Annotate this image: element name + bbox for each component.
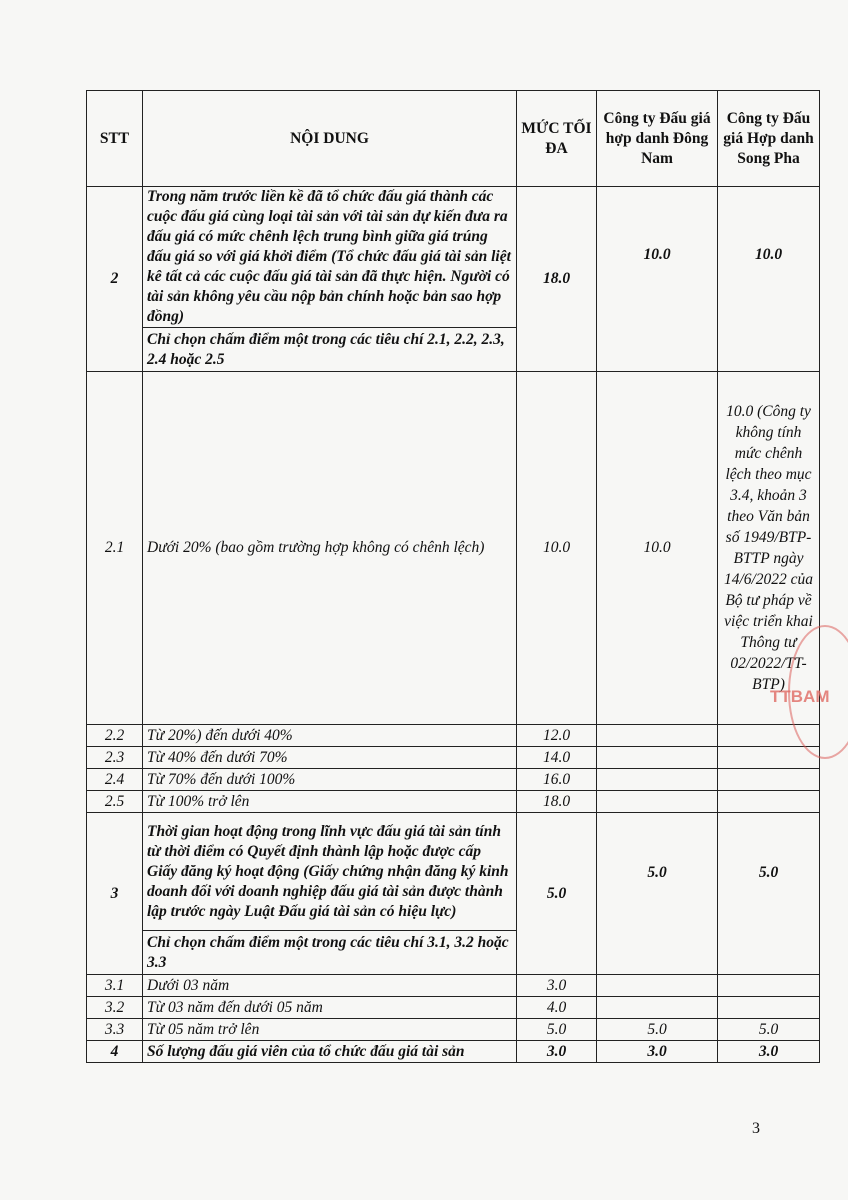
row-2-2-stt: 2.2 (87, 725, 143, 747)
table-row (87, 187, 820, 328)
row-3-1-max: 3.0 (517, 975, 597, 997)
table-header-row (87, 91, 820, 187)
row-4-content: Số lượng đấu giá viên của tổ chức đấu giá tài sản (143, 1041, 517, 1063)
row-3-2-company-2-score (718, 997, 820, 1019)
row-3-3-company-2-score: 5.0 (718, 1019, 820, 1041)
row-2-2-max: 12.0 (517, 725, 597, 747)
row-3-3-stt: 3.3 (87, 1019, 143, 1041)
row-2-3-stt: 2.3 (87, 747, 143, 769)
table-row (87, 769, 820, 791)
row-3-selection-note: Chỉ chọn chấm điểm một trong các tiêu chí 3.1, 3.2 hoặc 3.3 (143, 931, 517, 975)
row-4-max: 3.0 (517, 1041, 597, 1063)
row-2-1-content: Dưới 20% (bao gồm trường hợp không có chênh lệch) (143, 372, 517, 725)
stamp-text: TTBAM (770, 687, 830, 706)
row-2-5-content: Từ 100% trở lên (143, 791, 517, 813)
row-2-selection-note: Chỉ chọn chấm điểm một trong các tiêu chí 2.1, 2.2, 2.3, 2.4 hoặc 2.5 (143, 328, 517, 372)
scoring-table (86, 90, 820, 1063)
header-content: NỘI DUNG (143, 91, 517, 187)
row-4-stt: 4 (87, 1041, 143, 1063)
row-2-2-content: Từ 20%) đến dưới 40% (143, 725, 517, 747)
row-3-1-company-1-score (597, 975, 718, 997)
row-3-2-stt: 3.2 (87, 997, 143, 1019)
row-2-content: Trong năm trước liền kề đã tổ chức đấu giá thành các cuộc đấu giá cùng loại tài sản với tài sản dự kiến đưa ra đấu giá có mức chênh lệch trung bình giữa giá trúng đấu giá so với giá khởi điểm (Tổ chức đấu giá tài sản liệt kê tất cả các cuộc đấu giá tài sản đã thực hiện. Người có tài sản không yêu cầu nộp bản chính hoặc bản sao hợp đồng) (143, 187, 517, 328)
table-row (87, 725, 820, 747)
row-3-1-company-2-score (718, 975, 820, 997)
header-company-1: Công ty Đấu giá hợp danh Đông Nam (597, 91, 718, 187)
row-2-max: 18.0 (517, 187, 597, 372)
row-3-company-1-score: 5.0 (597, 813, 718, 975)
page-number: 3 (752, 1120, 760, 1137)
row-2-3-company-2-score (718, 747, 820, 769)
row-2-4-max: 16.0 (517, 769, 597, 791)
row-3-2-content: Từ 03 năm đến dưới 05 năm (143, 997, 517, 1019)
row-2-2-company-1-score (597, 725, 718, 747)
table-row (87, 813, 820, 931)
row-2-5-company-2-score (718, 791, 820, 813)
row-2-4-content: Từ 70% đến dưới 100% (143, 769, 517, 791)
row-2-5-company-1-score (597, 791, 718, 813)
row-3-company-2-score: 5.0 (718, 813, 820, 975)
row-3-2-max: 4.0 (517, 997, 597, 1019)
row-2-5-stt: 2.5 (87, 791, 143, 813)
row-3-1-content: Dưới 03 năm (143, 975, 517, 997)
header-company-2: Công ty Đấu giá Hợp danh Song Pha (718, 91, 820, 187)
row-3-stt: 3 (87, 813, 143, 975)
row-3-content: Thời gian hoạt động trong lĩnh vực đấu giá tài sản tính từ thời điểm có Quyết định thành lập hoặc được cấp Giấy đăng ký hoạt động (Giấy chứng nhận đăng ký kinh doanh đối với doanh nghiệp đấu giá tài sản được thành lập trước ngày Luật Đấu giá tài sản có hiệu lực) (143, 813, 517, 931)
row-2-company-1-score: 10.0 (597, 187, 718, 372)
row-2-4-stt: 2.4 (87, 769, 143, 791)
table-row (87, 372, 820, 725)
row-4-company-2-score: 3.0 (718, 1041, 820, 1063)
row-3-3-company-1-score: 5.0 (597, 1019, 718, 1041)
row-2-company-2-score: 10.0 (718, 187, 820, 372)
row-3-3-max: 5.0 (517, 1019, 597, 1041)
table-row (87, 791, 820, 813)
row-2-4-company-2-score (718, 769, 820, 791)
row-2-1-company-1-score: 10.0 (597, 372, 718, 725)
row-2-5-max: 18.0 (517, 791, 597, 813)
header-stt: STT (87, 91, 143, 187)
row-2-1-stt: 2.1 (87, 372, 143, 725)
row-2-3-content: Từ 40% đến dưới 70% (143, 747, 517, 769)
row-2-3-company-1-score (597, 747, 718, 769)
row-2-4-company-1-score (597, 769, 718, 791)
row-3-max: 5.0 (517, 813, 597, 975)
table-row (87, 975, 820, 997)
row-2-1-max: 10.0 (517, 372, 597, 725)
row-3-2-company-1-score (597, 997, 718, 1019)
table-row (87, 1019, 820, 1041)
row-3-1-stt: 3.1 (87, 975, 143, 997)
row-2-stt: 2 (87, 187, 143, 372)
row-4-company-1-score: 3.0 (597, 1041, 718, 1063)
header-max: MỨC TỐI ĐA (517, 91, 597, 187)
row-2-1-company-2-score: 10.0 (Công ty không tính mức chênh lệch theo mục 3.4, khoản 3 theo Văn bản số 1949/BTP-BTTP ngày 14/6/2022 của Bộ tư pháp về việc triển khai Thông tư 02/2022/TT-BTP) (718, 372, 820, 725)
row-3-3-content: Từ 05 năm trở lên (143, 1019, 517, 1041)
table-row (87, 997, 820, 1019)
table-row (87, 1041, 820, 1063)
row-2-3-max: 14.0 (517, 747, 597, 769)
table-row (87, 747, 820, 769)
